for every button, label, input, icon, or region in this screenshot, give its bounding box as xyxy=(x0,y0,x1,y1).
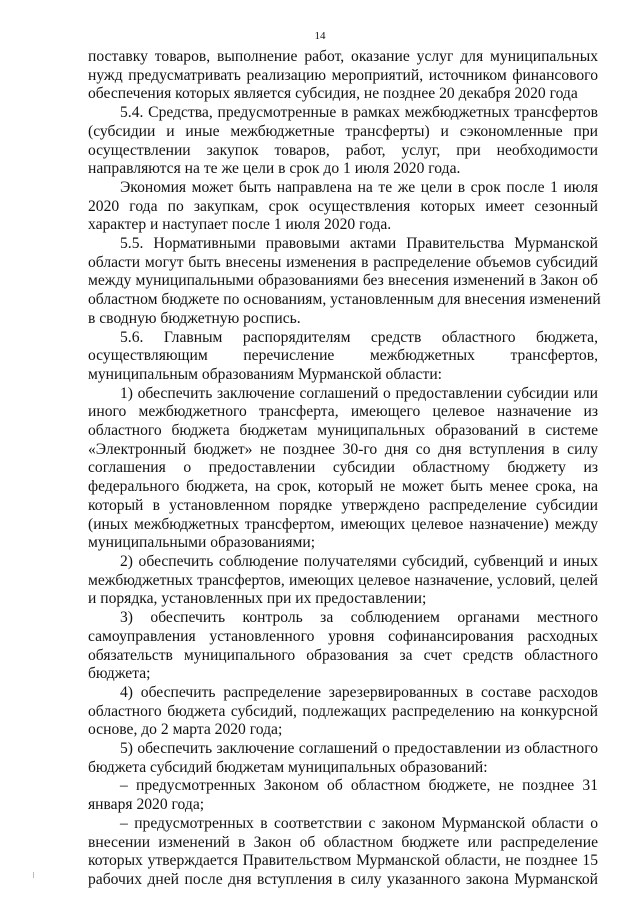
scan-edge-mark xyxy=(33,872,34,878)
text-line: соглашения о предоставлении субсидии областному бюджету из xyxy=(88,459,598,477)
text-line: 5) обеспечить заключение соглашений о предоставлении из областного xyxy=(120,740,598,758)
text-line: направляются на те же цели в срок до 1 июля 2020 года. xyxy=(88,160,461,178)
text-line: 5.4. Средства, предусмотренные в рамках межбюджетных трансфертов xyxy=(120,104,598,122)
text-line: областного бюджета субсидий, подлежащих распределению на конкурсной xyxy=(88,702,598,720)
text-line: 2020 года по закупкам, срок осуществления которых имеет сезонный xyxy=(88,197,598,215)
text-line: бюджета субсидий бюджетам муниципальных образований: xyxy=(88,758,488,776)
text-line: «Электронный бюджет» не позднее 30-го дня со дня вступления в силу xyxy=(88,440,598,458)
text-line: – предусмотренных в соответствии с законом Мурманской области о xyxy=(120,814,598,832)
text-line: 5.6. Главным распорядителям средств областного бюджета, xyxy=(120,328,598,346)
text-line: федерального бюджета, на срок, который не может быть менее срока, на xyxy=(88,478,598,496)
text-line: рабочих дней после дня вступления в силу указанного закона Мурманской xyxy=(88,870,598,888)
text-line: который в установленном порядке утверждено распределение субсидии xyxy=(88,496,598,514)
text-line: самоуправления установленного уровня софинансирования расходных xyxy=(88,627,598,645)
document-text xyxy=(88,48,601,890)
text-line: которых утверждается Правительством Мурманской области, не позднее 15 xyxy=(88,852,598,870)
text-line: области могут быть внесены изменения в распределение объемов субсидий xyxy=(88,253,598,271)
text-line: внесении изменений в Закон об областном бюджете или распределение xyxy=(88,833,598,851)
text-line: иного межбюджетного трансферта, имеющего целевое назначение из xyxy=(88,403,598,421)
text-line: бюджета; xyxy=(88,665,151,683)
text-line: нужд предусматривать реализацию мероприятий, источником финансового xyxy=(88,66,598,84)
text-line: обязательств муниципального образования за счет средств областного xyxy=(88,646,598,664)
text-line: (субсидии и иные межбюджетные трансферты) и сэкономленные при xyxy=(88,122,598,140)
text-line: осуществляющим перечисление межбюджетных трансфертов, xyxy=(88,347,598,365)
text-line: 2) обеспечить соблюдение получателями субсидий, субвенций и иных xyxy=(120,552,598,570)
text-line: (иных межбюджетных трансфертом, имеющих целевое назначение) между xyxy=(88,515,598,533)
text-line: – предусмотренных Законом об областном бюджете, не позднее 31 xyxy=(120,777,598,795)
text-line: в сводную бюджетную роспись. xyxy=(88,309,301,327)
text-line: 4) обеспечить распределение зарезервированных в составе расходов xyxy=(120,683,598,701)
text-line: поставку товаров, выполнение работ, оказание услуг для муниципальных xyxy=(88,48,598,65)
text-line: 3) обеспечить контроль за соблюдением органами местного xyxy=(120,609,598,627)
page-number: 14 xyxy=(314,30,326,42)
text-line: межбюджетных трансфертов, имеющих целевое назначение, условий, целей xyxy=(88,571,598,589)
text-line: и порядка, установленных при их предоставлении; xyxy=(88,590,427,608)
text-line: января 2020 года; xyxy=(88,796,205,814)
text-line: обеспечения которых является субсидия, не позднее 20 декабря 2020 года xyxy=(88,85,578,103)
text-line: основе, до 2 марта 2020 года; xyxy=(88,721,283,739)
text-line: областном бюджете по основаниям, установленным для внесения изменений xyxy=(88,291,601,309)
text-line: Экономия может быть направлена на те же цели в срок после 1 июля xyxy=(120,178,598,196)
text-line: муниципальными образованиями; xyxy=(88,534,316,552)
text-line: 5.5. Нормативными правовыми актами Правительства Мурманской xyxy=(120,235,598,253)
text-line: областного бюджета бюджетам муниципальных образований в системе xyxy=(88,422,598,440)
document-body xyxy=(88,48,601,890)
text-line: осуществлении закупок товаров, работ, услуг, при необходимости xyxy=(88,141,598,159)
text-line: характер и наступает после 1 июля 2020 года. xyxy=(88,216,392,234)
text-line: между муниципальными образованиями без внесения изменений в Закон об xyxy=(88,272,598,290)
text-line: муниципальным образованиям Мурманской области: xyxy=(88,365,443,383)
text-line: 1) обеспечить заключение соглашений о предоставлении субсидии или xyxy=(120,384,598,402)
